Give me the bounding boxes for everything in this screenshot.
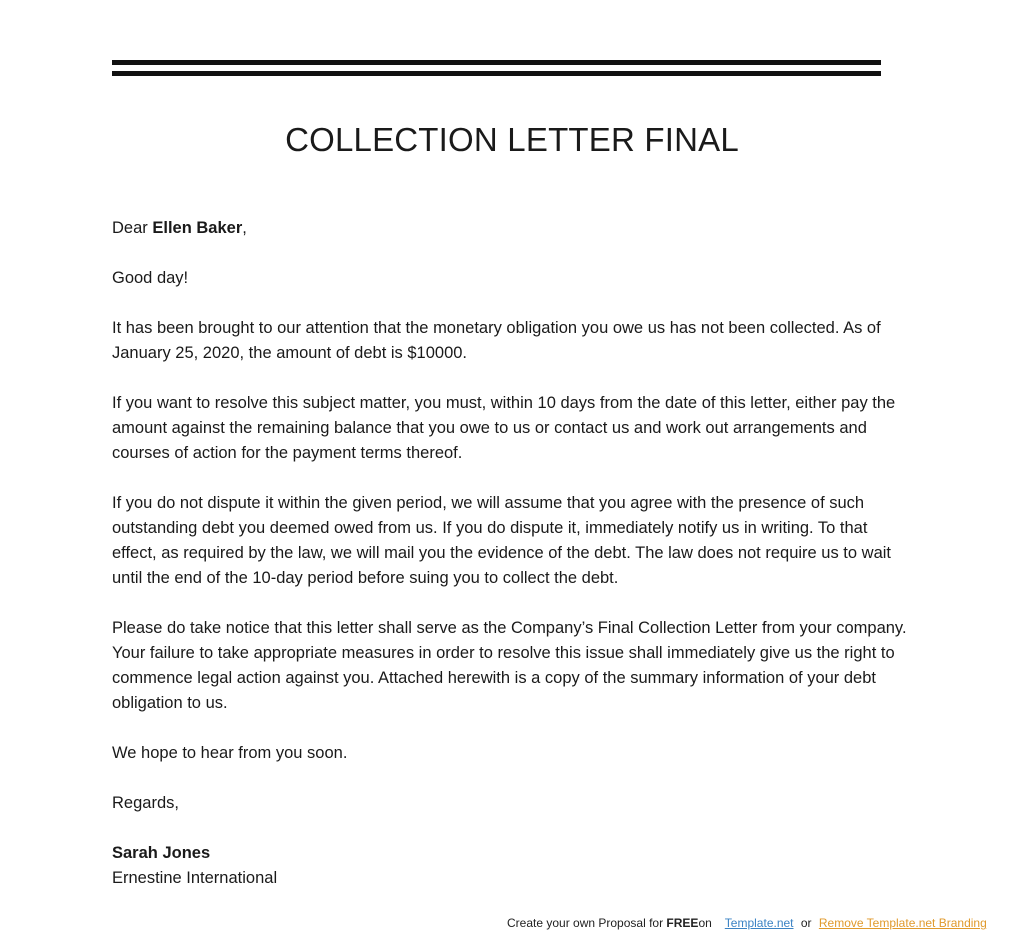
remove-branding-link[interactable]: Remove Template.net Branding [818,916,987,930]
header-rule-bottom [112,71,881,76]
header-rule-top [112,60,881,65]
paragraph-resolve: If you want to resolve this subject matter, you must, within 10 days from the date of this letter, either pay the amount against the remaining balance that you owe to us or contact us and work out arrangements and courses of action for the payment terms thereof. [112,394,896,462]
paragraph-final-notice: Please do take notice that this letter shall serve as the Company’s Final Collection Letter from your company. Your failure to take appropriate measures in order to resolve this issue shall immediately give us the right to commence legal action against you. Attached herewith is a copy of the summary information of your debt obligation to us. [112,619,907,712]
paragraph-good-day: Good day! [112,269,189,287]
footer-on: on [698,916,712,930]
recipient-name: Ellen Baker [152,219,243,237]
template-net-link[interactable]: Template.net [724,916,794,930]
footer-prefix: Create your own Proposal for [507,916,667,930]
greeting-prefix: Dear [112,219,153,237]
footer-or: or [800,916,812,930]
paragraph-dispute: If you do not dispute it within the given period, we will assume that you agree with the presence of such outstanding debt you deemed owed from us. If you do dispute it, immediately notify us in writing. To that effect, as required by the law, we will mail you the evidence of the debt. The law does not require us to wait until the end of the 10-day period before suing you to collect the debt. [112,494,891,587]
signature-company: Ernestine International [112,869,278,887]
greeting-suffix: , [242,219,247,237]
branding-footer [507,914,987,932]
greeting [112,216,912,241]
footer-free: FREE [666,916,699,930]
closing: Regards, [112,794,179,812]
paragraph-debt-notice: It has been brought to our attention that the monetary obligation you owe us has not been collected. As of January 25, 2020, the amount of debt is $10000. [112,319,881,362]
document-title: COLLECTION LETTER FINAL [285,121,739,158]
signature-name: Sarah Jones [112,844,211,862]
paragraph-hope: We hope to hear from you soon. [112,744,348,762]
letter-body [112,216,912,891]
